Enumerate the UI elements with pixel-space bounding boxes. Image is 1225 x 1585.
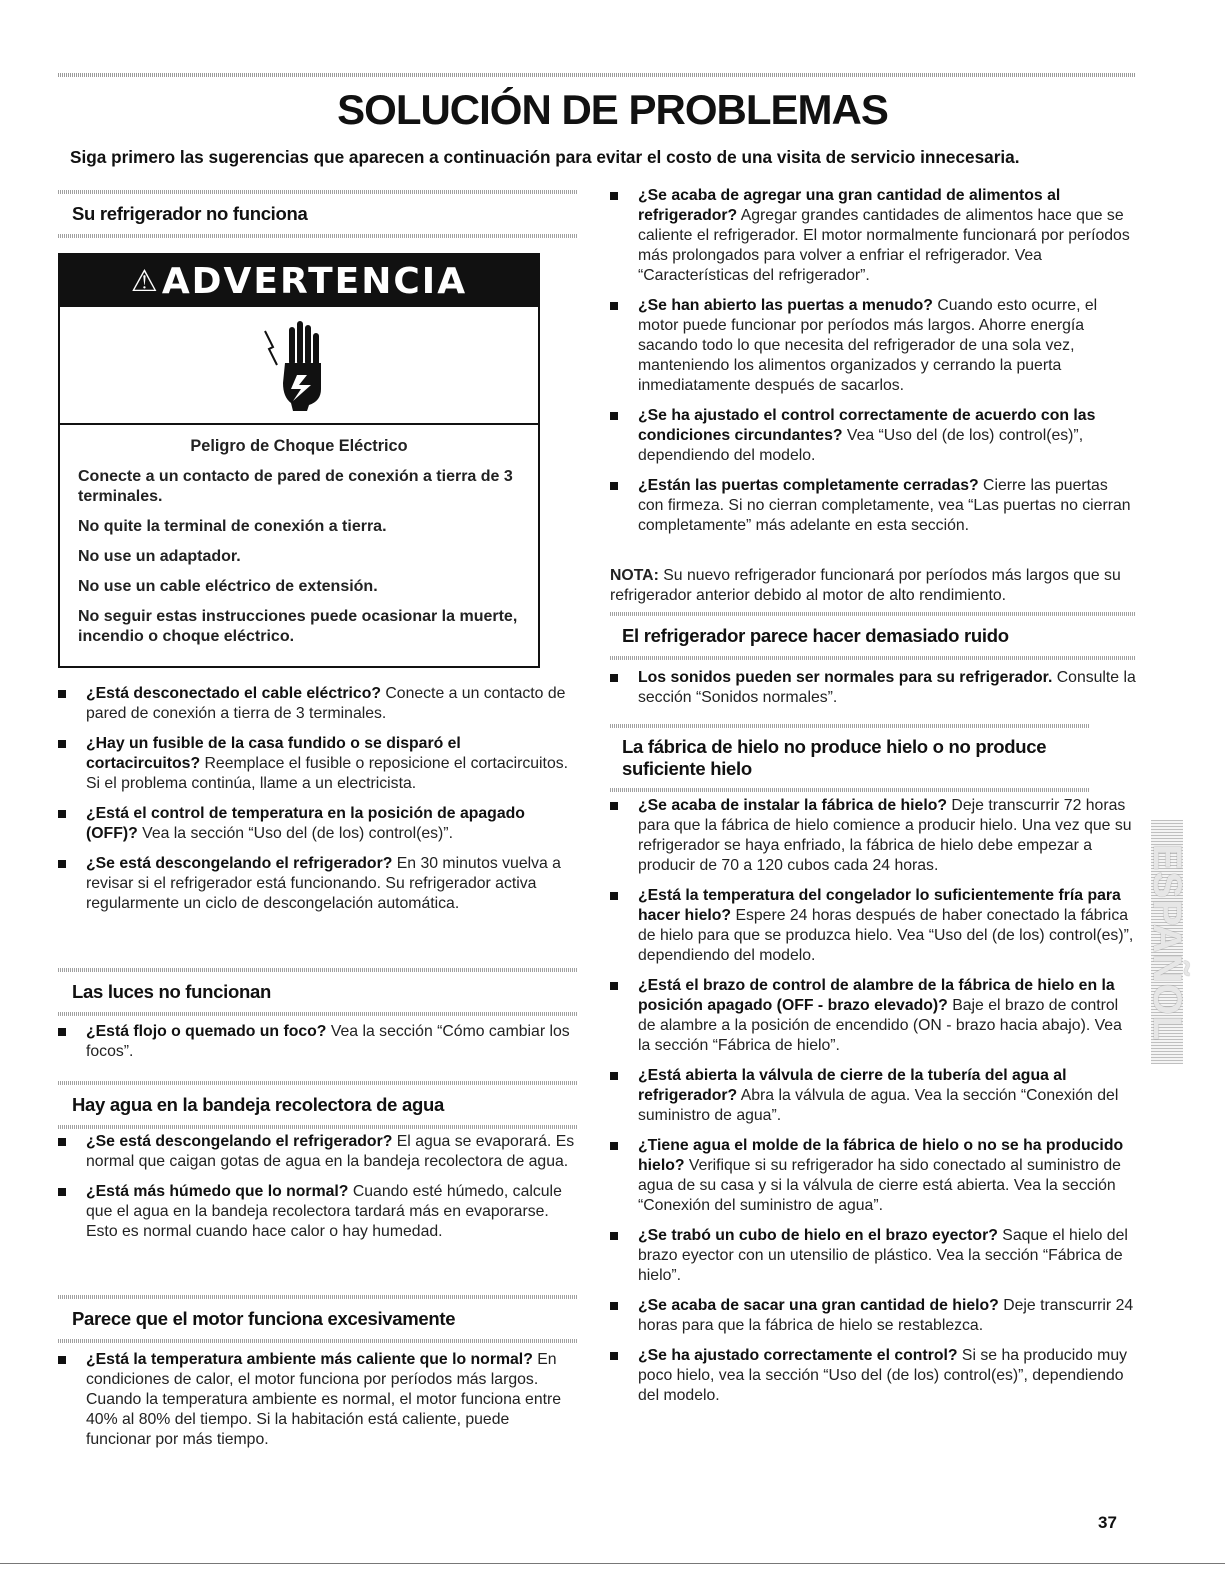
- warning-line: No seguir estas instrucciones puede ocasionar la muerte, incendio o choque eléctrico.: [78, 608, 518, 645]
- list-item: ¿Está el control de temperatura en la posición de apagado (OFF)? Vea la sección “Uso del (de los) control(es)”.: [58, 804, 578, 844]
- note-text: NOTA: Su nuevo refrigerador funcionará por períodos más largos que su refrigerador anterior debido al motor de alto rendimiento.: [610, 567, 1121, 604]
- list-item: ¿Está abierta la válvula de cierre de la tubería del agua al refrigerador? Abra la válvula de agua. Vea la sección “Conexión del suministro de agua”.: [610, 1066, 1136, 1126]
- list-item: ¿Hay un fusible de la casa fundido o se disparó el cortacircuitos? Reemplace el fusible o reposicione el cortacircuitos. Si el problema continúa, llame a un electricista.: [58, 734, 578, 794]
- list-noise: [610, 668, 1136, 718]
- list-item: ¿Está desconectado el cable eléctrico? Conecte a un contacto de pared de conexión a tierra de 3 terminales.: [58, 684, 578, 724]
- list-motor-left: [58, 1350, 578, 1460]
- list-item: ¿Se acaba de agregar una gran cantidad de alimentos al refrigerador? Agregar grandes cantidades de alimentos hace que se caliente el refrigerador. El motor normalmente funcionará por períodos más prolongados para volver a enfriar el refrigerador. Vea “Características del refrigerador”.: [610, 186, 1136, 286]
- bottom-rule: [0, 1563, 1225, 1564]
- list-item: ¿Se acaba de sacar una gran cantidad de hielo? Deje transcurrir 24 horas para que la fábrica de hielo se restablezca.: [610, 1296, 1136, 1336]
- section-heading-motor: Parece que el motor funciona excesivamente: [72, 1308, 456, 1329]
- list-item: ¿Está el brazo de control de alambre de la fábrica de hielo en la posición apagado (OFF - brazo elevado)? Baje el brazo de control de alambre a la posición de encendido (ON - brazo hacia abajo). Vea la sección “Fábrica de hielo”.: [610, 976, 1136, 1056]
- section-heading-ice-maker: La fábrica de hielo no produce hielo o no produce suficiente hielo: [622, 736, 1047, 779]
- list-ice-maker: [610, 796, 1136, 1416]
- list-item: ¿Está más húmedo que lo normal? Cuando esté húmedo, calcule que el agua en la bandeja recolectora tardará más en evaporarse. Esto es normal cuando hace calor o hay humedad.: [58, 1182, 578, 1242]
- section-heading-lights: Las luces no funcionan: [72, 981, 271, 1002]
- list-motor-right: [610, 186, 1136, 546]
- list-item: ¿Tiene agua el molde de la fábrica de hielo o no se ha producido hielo? Verifique si su refrigerador ha sido conectado al suministro de agua de su casa y si la válvula de cierre está abierta. Vea la sección “Conexión del suministro de agua”.: [610, 1136, 1136, 1216]
- section-heading-water-tray: Hay agua en la bandeja recolectora de agua: [72, 1094, 444, 1115]
- language-side-tab: ESPAÑOL: [1151, 820, 1183, 1064]
- list-item: ¿Se han abierto las puertas a menudo? Cuando esto ocurre, el motor puede funcionar por períodos más largos. Ahorre energía sacando todo lo que necesita del refrigerador de una sola vez, manteniendo los alimentos organizados y cerrando la puerta inmediatamente después de sacarlos.: [610, 296, 1136, 396]
- list-not-working: [58, 684, 578, 924]
- warning-line: No use un adaptador.: [78, 548, 241, 565]
- warning-box: [58, 253, 540, 668]
- warning-triangle-icon: ⚠: [130, 264, 158, 298]
- list-item: ¿Se ha ajustado correctamente el control? Si se ha producido muy poco hielo, vea la sección “Uso del (de los) control(es)”, dependiendo del modelo.: [610, 1346, 1136, 1406]
- intro-text: Siga primero las sugerencias que aparecen a continuación para evitar el costo de una visita de servicio innecesaria.: [70, 147, 1020, 167]
- hazard-title: Peligro de Choque Eléctrico: [190, 437, 408, 455]
- warning-line: No use un cable eléctrico de extensión.: [78, 578, 378, 595]
- list-item: ¿Está la temperatura ambiente más caliente que lo normal? En condiciones de calor, el motor funciona por períodos más largos. Cuando la temperatura ambiente es normal, el motor funciona entre 40% al 80% del tiempo. Si la habitación está caliente, puede funcionar por más tiempo.: [58, 1350, 578, 1450]
- warning-header: [60, 255, 538, 307]
- top-rule: [58, 73, 1136, 77]
- list-item: ¿Se trabó un cubo de hielo en el brazo eyector? Saque el hielo del brazo eyector con un utensilio de plástico. Vea la sección “Fábrica de hielo”.: [610, 1226, 1136, 1286]
- electric-shock-hand-icon: [263, 317, 335, 413]
- list-item: ¿Están las puertas completamente cerradas? Cierre las puertas con firmeza. Si no cierran completamente, vea “Las puertas no cierran completamente” más adelante en esta sección.: [610, 476, 1136, 536]
- list-item: Los sonidos pueden ser normales para su refrigerador. Consulte la sección “Sonidos normales”.: [610, 668, 1136, 708]
- list-lights: [58, 1022, 578, 1072]
- page-title: SOLUCIÓN DE PROBLEMAS: [337, 86, 888, 133]
- warning-line: No quite la terminal de conexión a tierra.: [78, 518, 387, 535]
- list-item: ¿Se está descongelando el refrigerador? El agua se evaporará. Es normal que caigan gotas de agua en la bandeja recolectora de agua.: [58, 1132, 578, 1172]
- page-number: 37: [1098, 1513, 1117, 1532]
- list-item: ¿Se ha ajustado el control correctamente de acuerdo con las condiciones circundantes? Vea “Uso del (de los) control(es)”, dependiendo del modelo.: [610, 406, 1136, 466]
- warning-line: Conecte a un contacto de pared de conexión a tierra de 3 terminales.: [78, 468, 513, 505]
- warning-label: ADVERTENCIA: [161, 260, 468, 302]
- list-item: ¿Está flojo o quemado un foco? Vea la sección “Cómo cambiar los focos”.: [58, 1022, 578, 1062]
- list-item: ¿Se está descongelando el refrigerador? En 30 minutos vuelva a revisar si el refrigerador está funcionando. Su refrigerador activa regularmente un ciclo de descongelación automática.: [58, 854, 578, 914]
- list-item: ¿Está la temperatura del congelador lo suficientemente fría para hacer hielo? Espere 24 horas después de haber conectado la fábrica de hielo para que se produzca hielo. Vea “Uso del (de los) control(es)”, dependiendo del modelo.: [610, 886, 1136, 966]
- list-item: ¿Se acaba de instalar la fábrica de hielo? Deje transcurrir 72 horas para que la fábrica de hielo comience a producir hielo. Una vez que su refrigerador se haya enfriado, la fábrica de hielo debe empezar a producir de 70 a 120 cubos cada 24 horas.: [610, 796, 1136, 876]
- list-water-tray: [58, 1132, 578, 1252]
- section-heading-noise: El refrigerador parece hacer demasiado ruido: [622, 625, 1009, 646]
- section-heading-not-working: Su refrigerador no funciona: [72, 203, 308, 224]
